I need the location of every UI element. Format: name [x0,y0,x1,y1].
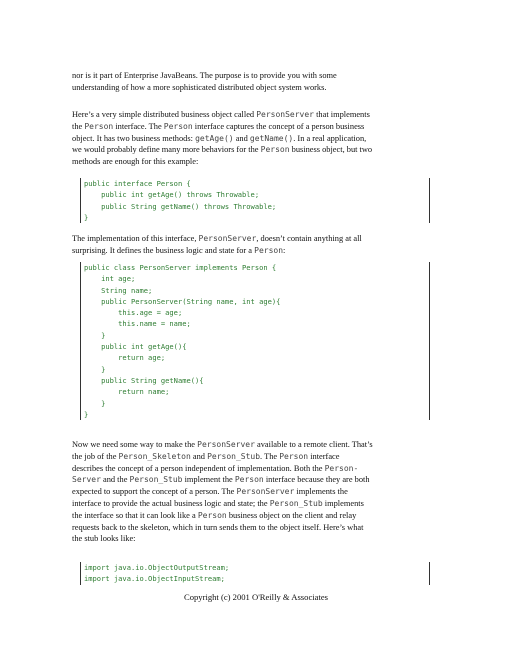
code-line: } [84,409,89,419]
text-run: interface to provide the actual business logic and state; the [72,498,270,508]
code-line: public interface Person { [84,179,191,188]
inline-code: Person [197,510,227,520]
text-line [72,156,440,168]
text-run: business object, but two [289,145,373,155]
text-run: Here’s a very simple distributed business object called [72,110,257,119]
text-run: : [283,245,286,255]
code-line: String name; [84,285,153,295]
code-line: return age; [84,353,166,363]
code-line: public int getAge() throws Throwable; [84,190,260,200]
code-line: import java.io.ObjectInputStream; [84,574,225,584]
text-line [72,533,440,545]
text-run: business object on the client and relay [226,510,357,520]
text-line [72,439,440,451]
code-line: public PersonServer(String name, int age){ [84,296,281,306]
inline-code: PersonServer [198,234,257,243]
text-line: understanding of how a more sophisticated distributed object system works. [72,82,327,92]
code-block-stub-imports [84,562,429,585]
text-line [72,463,440,475]
code-line: public String getName() throws Throwable; [84,201,277,211]
code-line: import java.io.ObjectOutputStream; [84,563,230,572]
code-block-right-rule [429,262,430,420]
text-line [72,121,440,133]
text-run: the [72,121,85,131]
text-line [72,144,440,156]
text-run: the interface so that it can look like a [72,510,198,520]
code-line: } [84,330,106,340]
text-line [72,133,440,145]
code-block-left-rule [80,562,81,585]
code-block-person-interface [84,178,429,223]
inline-code: Person [254,245,284,255]
text-line [72,498,440,510]
code-block-right-rule [429,178,430,223]
text-run: expected to support the concept of a person. The [72,487,237,497]
text-run: . The [260,451,280,461]
inline-code: Person [163,121,193,131]
paragraph-stub-skeleton [72,439,440,545]
text-run: and [190,451,208,461]
inline-code: Person [279,451,309,461]
code-line: this.name = name; [84,319,191,329]
code-line: public String getName(){ [84,375,204,385]
text-run: interface [308,451,340,461]
inline-code: Server [72,475,101,485]
code-line: } [84,398,106,408]
text-line [72,522,440,534]
text-line [72,245,440,257]
code-line: public int getAge(){ [84,342,187,352]
inline-code: Person [84,121,114,131]
text-run: the job of the [72,451,119,461]
text-run: The implementation of this interface, [72,234,199,243]
inline-code: Person_Stub [129,475,183,485]
text-line [72,510,440,522]
inline-code: Person- [324,463,359,473]
code-block-person-server [84,262,429,420]
text-run: surprising. It defines the business logic and state for a [72,245,255,255]
code-line: public class PersonServer implements Person { [84,263,277,272]
paragraph-person-interface [72,109,440,168]
inline-code: PersonServer [236,487,295,497]
code-block-right-rule [429,562,430,585]
text-run: the stub looks like: [72,534,136,544]
inline-code: Person_Stub [207,451,261,461]
text-line [72,233,440,245]
text-line [72,486,440,498]
text-run: interface captures the concept of a person business [192,121,365,131]
inline-code: getAge() [195,133,234,143]
paragraph-intro [72,70,440,94]
text-run: Now we need some way to make the [72,440,198,449]
text-run: . In a real application, [293,133,367,143]
inline-code: Person [234,475,264,485]
text-run: interface because they are both [263,475,370,485]
text-line: nor is it part of Enterprise JavaBeans. The purpose is to provide you with some [72,71,337,80]
paragraph-person-server [72,233,440,257]
text-run: interface. The [113,121,164,131]
inline-code: getName() [249,133,294,143]
page-footer-copyright: Copyright (c) 2001 O'Reilly & Associates [183,592,329,602]
text-run: and [233,133,250,143]
text-run: implements [322,498,364,508]
inline-code: Person_Skeleton [118,451,191,461]
code-block-left-rule [80,178,81,223]
text-line [72,474,440,486]
code-line: } [84,364,106,374]
code-line: int age; [84,274,136,284]
text-run: implement the [182,475,235,485]
text-run: describes the concept of a person independent of implementation. Both the [72,463,325,473]
text-run: implements the [294,487,348,497]
text-run: and the [100,475,130,485]
code-block-left-rule [80,262,81,420]
inline-code: Person [260,145,290,155]
text-run: that implements [314,110,370,119]
text-run: we would probably define many more behaviors for the [72,145,261,155]
inline-code: PersonServer [197,440,255,449]
text-run: available to a remote client. That’s [254,440,373,449]
text-run: methods are enough for this example: [72,157,199,167]
text-line [72,451,440,463]
code-line: } [84,212,89,222]
text-run: , doesn’t contain anything at all [256,234,362,243]
code-line: this.age = age; [84,308,183,318]
inline-code: PersonServer [256,110,314,119]
text-run: object. It has two business methods: [72,133,196,143]
text-run: requests back to the skeleton, which in turn sends them to the object itself. Here’s what [72,522,364,532]
text-line [72,109,440,121]
inline-code: Person_Stub [269,498,323,508]
code-line: return name; [84,387,170,397]
